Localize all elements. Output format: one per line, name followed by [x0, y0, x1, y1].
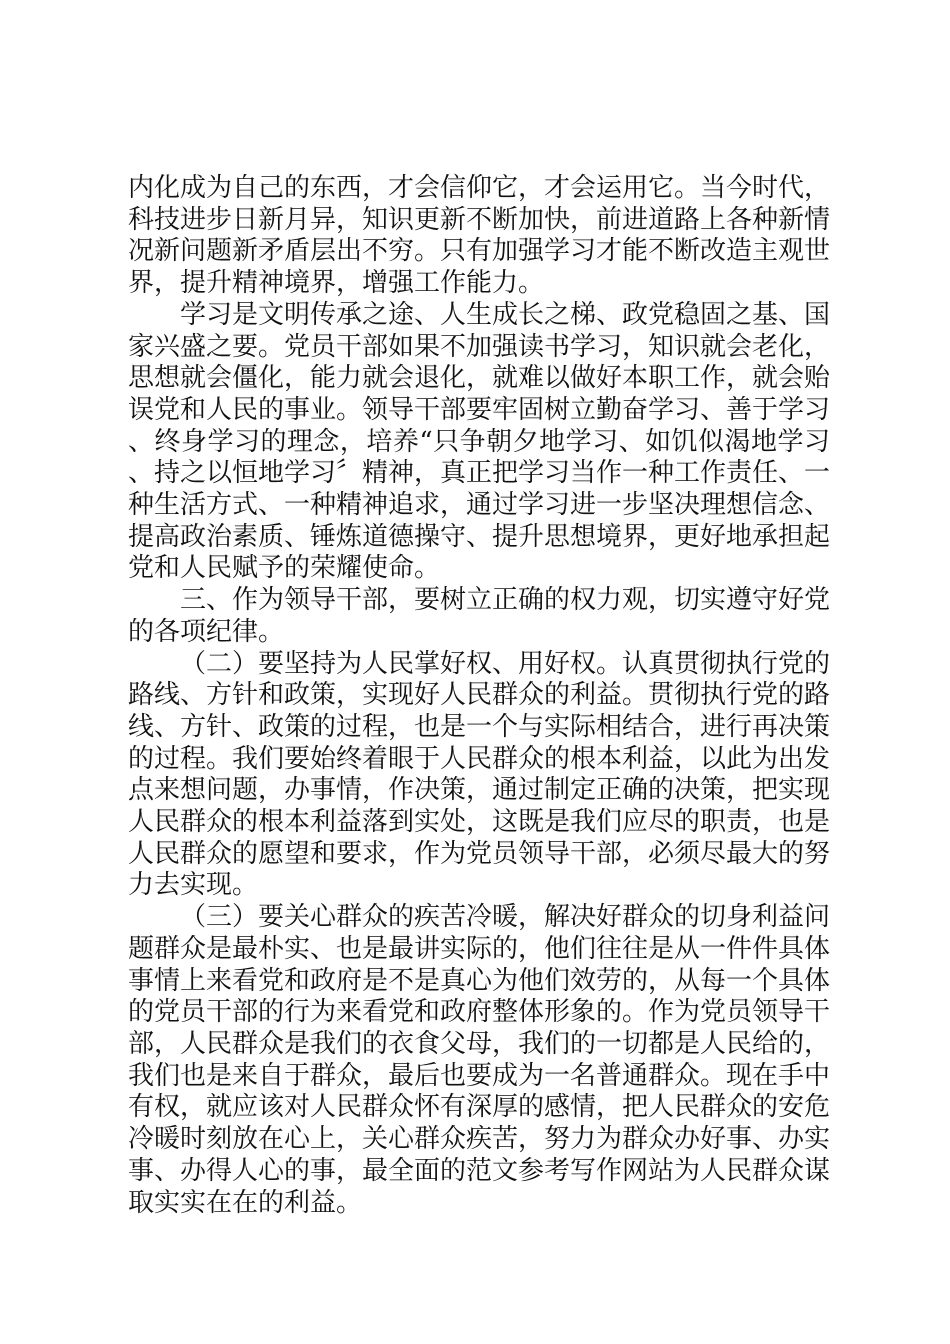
- document-body: [128, 173, 830, 1219]
- paragraph-2: 学习是文明传承之途、人生成长之梯、政党稳固之基、国家兴盛之要。党员干部如果不加强读书学习，知识就会老化，思想就会僵化，能力就会退化，就难以做好本职工作，就会贻误党和人民的事业。领导干部要牢固树立勤奋学习、善于学习、终身学习的理念，培养“只争朝夕地学习、如饥似渴地学习、持之以恒地学习〞精神，真正把学习当作一种工作责任、一种生活方式、一种精神追求，通过学习进一步坚决理想信念、提高政治素质、锤炼道德操守、提升思想境界，更好地承担起党和人民赋予的荣耀使命。: [128, 299, 831, 584]
- paragraph-1: 内化成为自己的东西，才会信仰它，才会运用它。当今时代，科技进步日新月异，知识更新不断加快，前进道路上各种新情况新问题新矛盾层出不穷。只有加强学习才能不断改造主观世界，提升精神境界，增强工作能力。: [128, 173, 831, 299]
- paragraph-5: （三）要关心群众的疾苦冷暖，解决好群众的切身利益问题群众是最朴实、也是最讲实际的，他们往往是从一件件具体事情上来看党和政府是不是真心为他们效劳的，从每一个具体的党员干部的行为来看党和政府整体形象的。作为党员领导干部，人民群众是我们的衣食父母，我们的一切都是人民给的，我们也是来自于群众，最后也要成为一名普通群众。现在手中有权，就应该对人民群众怀有深厚的感情，把人民群众的安危冷暖时刻放在心上，关心群众疾苦，努力为群众办好事、办实事、办得人心的事，最全面的范文参考写作网站为人民群众谋取实实在在的利益。: [128, 902, 831, 1218]
- paragraph-3-section-heading: 三、作为领导干部，要树立正确的权力观，切实遵守好党的各项纪律。: [128, 585, 831, 647]
- paragraph-4: （二）要坚持为人民掌好权、用好权。认真贯彻执行党的路线、方针和政策，实现好人民群众的利益。贯彻执行党的路线、方针、政策的过程，也是一个与实际相结合，进行再决策的过程。我们要始终着眼于人民群众的根本利益，以此为出发点来想问题，办事情，作决策，通过制定正确的决策，把实现人民群众的根本利益落到实处，这既是我们应尽的职责，也是人民群众的愿望和要求，作为党员领导干部，必须尽最大的努力去实现。: [128, 648, 831, 901]
